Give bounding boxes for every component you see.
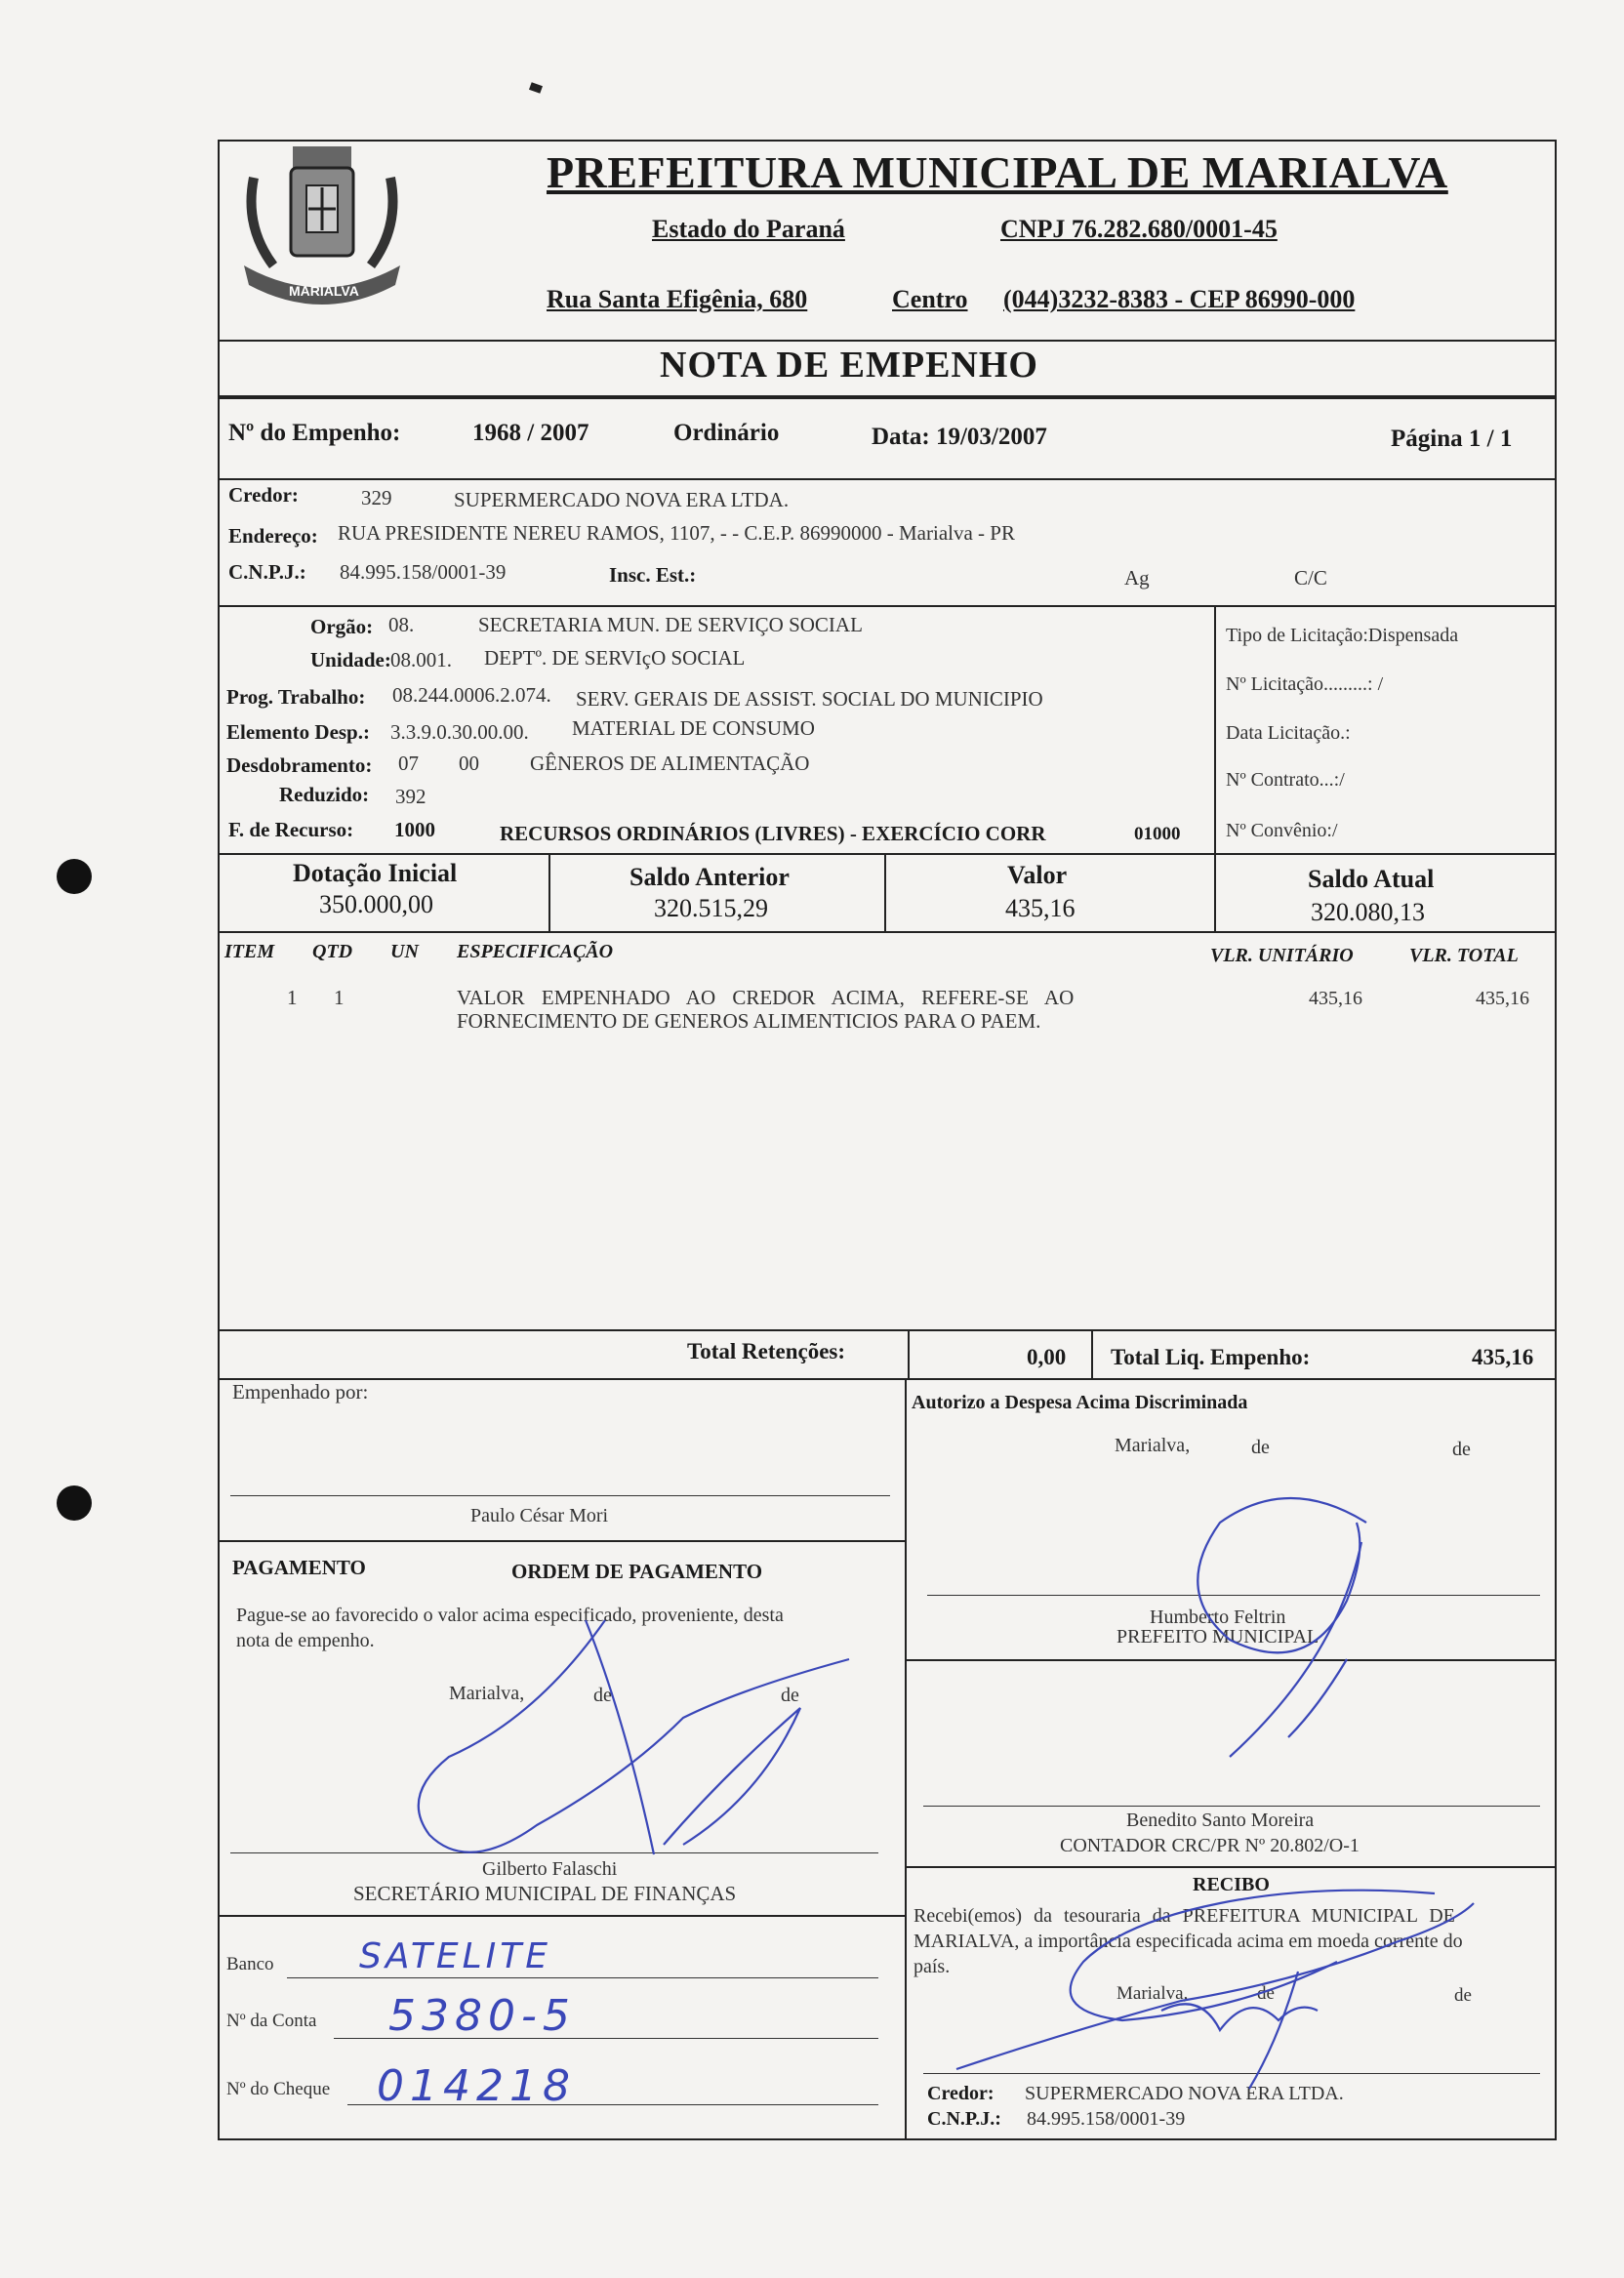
empenho-date: Data: 19/03/2007 (872, 424, 1047, 450)
elemento-code: 3.3.9.0.30.00.00. (390, 720, 529, 744)
pague-text-line2: nota de empenho. (236, 1630, 375, 1651)
empenho-type: Ordinário (673, 420, 780, 446)
saldo-atual-value: 320.080,13 (1311, 898, 1425, 926)
phone-cep: (044)3232-8383 - CEP 86990-000 (1003, 285, 1356, 313)
secretario-name: Gilberto Falaschi (482, 1858, 618, 1880)
divider (548, 853, 550, 931)
saldo-anterior-label: Saldo Anterior (629, 863, 790, 891)
divider (218, 853, 1557, 855)
scan-mark (529, 82, 543, 94)
address-label: Endereço: (228, 524, 318, 548)
total-retencoes-value: 0,00 (1027, 1345, 1067, 1369)
col-spec: ESPECIFICAÇÃO (457, 941, 614, 962)
autorizo-de2: de (1452, 1439, 1471, 1460)
cnpj-label: C.N.P.J.: (228, 560, 306, 584)
row-unit-value: 435,16 (1309, 988, 1362, 1009)
municipality-title: PREFEITURA MUNICIPAL DE MARIALVA (547, 147, 1448, 197)
recibo-text-line3: país. (914, 1956, 951, 1977)
col-qtd: QTD (312, 941, 353, 962)
empenho-number-label: Nº do Empenho: (228, 420, 401, 446)
divider (218, 478, 1557, 480)
signature-prefeito (1171, 1484, 1405, 1776)
recibo-cnpj-label: C.N.P.J.: (927, 2108, 1001, 2130)
credor-code: 329 (361, 486, 392, 509)
signature-credor (927, 1884, 1513, 2128)
num-licitacao: Nº Licitação.........: / (1226, 673, 1384, 695)
recurso-label: F. de Recurso: (228, 818, 354, 841)
crest-label: MARIALVA (289, 283, 359, 299)
total-liq-value: 435,16 (1472, 1345, 1534, 1369)
divider (218, 1915, 905, 1917)
credor-name: SUPERMERCADO NOVA ERA LTDA. (454, 488, 790, 511)
signature-line (230, 1495, 890, 1496)
prefeito-title: PREFEITO MUNICIPAL (1116, 1626, 1320, 1647)
banco-label: Banco (226, 1954, 274, 1974)
banco-handwritten: SATELITE (359, 1936, 552, 1976)
num-convenio: Nº Convênio:/ (1226, 820, 1338, 841)
elemento-name: MATERIAL DE CONSUMO (572, 716, 815, 740)
divider (884, 853, 886, 931)
divider (905, 1378, 907, 2140)
page-number: Página 1 / 1 (1391, 426, 1513, 452)
unidade-code: 08.001. (390, 648, 452, 671)
row-qtd: 1 (334, 986, 345, 1009)
secretario-title: SECRETÁRIO MUNICIPAL DE FINANÇAS (353, 1882, 737, 1905)
recibo-title: RECIBO (1193, 1874, 1270, 1895)
divider (218, 1378, 1557, 1380)
reduzido-value: 392 (395, 785, 426, 808)
recibo-credor-name: SUPERMERCADO NOVA ERA LTDA. (1025, 2083, 1344, 2104)
recibo-credor-label: Credor: (927, 2083, 995, 2104)
cheque-handwritten: 014218 (377, 2061, 576, 2111)
orgao-label: Orgão: (310, 615, 374, 638)
municipality-cnpj: CNPJ 76.282.680/0001-45 (1000, 215, 1278, 243)
elemento-label: Elemento Desp.: (226, 720, 370, 744)
recibo-cnpj: 84.995.158/0001-39 (1027, 2108, 1186, 2130)
prog-trabalho-label: Prog. Trabalho: (226, 685, 366, 709)
recibo-de2: de (1454, 1985, 1472, 2006)
pagamento-de1: de (593, 1685, 612, 1706)
desdobramento-label: Desdobramento: (226, 753, 373, 777)
recurso-code: 1000 (394, 818, 435, 841)
autorizo-label: Autorizo a Despesa Acima Discriminada (912, 1392, 1248, 1413)
dotacao-label: Dotação Inicial (293, 859, 458, 887)
desdobramento-b: 00 (459, 752, 479, 775)
signature-line (923, 1806, 1540, 1807)
saldo-anterior-value: 320.515,29 (654, 894, 768, 922)
prog-trabalho-name: SERV. GERAIS DE ASSIST. SOCIAL DO MUNICIPIO (576, 687, 1043, 711)
prefeito-name: Humberto Feltrin (1150, 1607, 1286, 1628)
reduzido-label: Reduzido: (279, 783, 370, 806)
autorizo-de1: de (1251, 1437, 1270, 1458)
dotacao-value: 350.000,00 (319, 890, 433, 918)
divider (1214, 605, 1216, 931)
row-spec-line1: VALOR EMPENHADO AO CREDOR ACIMA, REFERE-SE AO (457, 986, 1075, 1009)
col-item: ITEM (224, 941, 275, 962)
saldo-atual-label: Saldo Atual (1308, 865, 1435, 893)
conta-handwritten: 5380-5 (388, 1991, 576, 2041)
prog-trabalho-code: 08.244.0006.2.074. (392, 683, 551, 707)
pagamento-place: Marialva, (449, 1683, 525, 1704)
total-liq-label: Total Liq. Empenho: (1111, 1345, 1311, 1369)
state-label: Estado do Paraná (652, 215, 845, 243)
divider (908, 1329, 910, 1378)
recurso-number: 01000 (1134, 824, 1181, 844)
total-retencoes-label: Total Retenções: (687, 1339, 846, 1363)
contador-name: Benedito Santo Moreira (1126, 1810, 1315, 1831)
ag-label: Ag (1124, 566, 1150, 590)
divider (218, 605, 1557, 607)
district: Centro (892, 285, 968, 313)
divider (905, 1866, 1557, 1868)
row-item: 1 (287, 986, 298, 1009)
divider (218, 340, 1557, 342)
pagamento-label: PAGAMENTO (232, 1556, 366, 1579)
data-licitacao: Data Licitação.: (1226, 722, 1351, 744)
row-spec-line2: FORNECIMENTO DE GENEROS ALIMENTICIOS PARA O PAEM. (457, 1009, 1041, 1033)
divider (218, 1540, 905, 1542)
recibo-text-line2: MARIALVA, a importância especificada acima em moeda corrente do (914, 1931, 1463, 1952)
empenhado-label: Empenhado por: (232, 1380, 369, 1403)
divider (1091, 1329, 1093, 1378)
valor-label: Valor (1007, 861, 1068, 889)
empenhado-name: Paulo César Mori (470, 1505, 609, 1526)
doc-title: NOTA DE EMPENHO (660, 345, 1038, 386)
municipal-crest (234, 139, 410, 324)
banco-line (287, 1977, 878, 1978)
orgao-name: SECRETARIA MUN. DE SERVIÇO SOCIAL (478, 613, 863, 636)
recibo-de1: de (1257, 1983, 1275, 2004)
tipo-licitacao: Tipo de Licitação:Dispensada (1226, 625, 1459, 646)
divider (218, 931, 1557, 933)
divider (218, 395, 1557, 399)
credor-cnpj: 84.995.158/0001-39 (340, 560, 507, 584)
conta-label: Nº da Conta (226, 2011, 317, 2031)
col-total-value: VLR. TOTAL (1409, 945, 1519, 966)
desdobramento-a: 07 (398, 752, 419, 775)
pagamento-de2: de (781, 1685, 799, 1706)
street-address: Rua Santa Efigênia, 680 (547, 285, 808, 313)
signature-secretario (390, 1601, 878, 1893)
contador-title: CONTADOR CRC/PR Nº 20.802/O-1 (1060, 1835, 1360, 1856)
punch-hole-bottom (57, 1485, 92, 1521)
ordem-pagamento-label: ORDEM DE PAGAMENTO (511, 1560, 763, 1583)
divider (218, 1329, 1557, 1331)
punch-hole-top (57, 859, 92, 894)
unidade-name: DEPTº. DE SERVIçO SOCIAL (484, 646, 746, 670)
cc-label: C/C (1294, 566, 1327, 590)
cheque-label: Nº do Cheque (226, 2079, 331, 2099)
pague-text-line1: Pague-se ao favorecido o valor acima especificado, proveniente, desta (236, 1605, 784, 1626)
orgao-code: 08. (388, 613, 415, 636)
recurso-name: RECURSOS ORDINÁRIOS (LIVRES) - EXERCÍCIO CORR (500, 822, 1046, 845)
desdobramento-name: GÊNEROS DE ALIMENTAÇÃO (530, 752, 810, 775)
recibo-place: Marialva, (1116, 1983, 1189, 2004)
row-total-value: 435,16 (1476, 988, 1529, 1009)
col-un: UN (390, 941, 419, 962)
col-unit-value: VLR. UNITÁRIO (1210, 945, 1354, 966)
empenho-number: 1968 / 2007 (472, 420, 589, 446)
credor-address: RUA PRESIDENTE NEREU RAMOS, 1107, - - C.E.P. 86990000 - Marialva - PR (338, 521, 1015, 545)
credor-label: Credor: (228, 483, 299, 507)
recibo-text-line1: Recebi(emos) da tesouraria da PREFEITURA MUNICIPAL DE (914, 1905, 1455, 1927)
autorizo-place: Marialva, (1115, 1435, 1191, 1456)
unidade-label: Unidade: (310, 648, 391, 671)
valor-value: 435,16 (1005, 894, 1076, 922)
insc-est-label: Insc. Est.: (609, 563, 697, 587)
num-contrato: Nº Contrato...:/ (1226, 769, 1345, 791)
